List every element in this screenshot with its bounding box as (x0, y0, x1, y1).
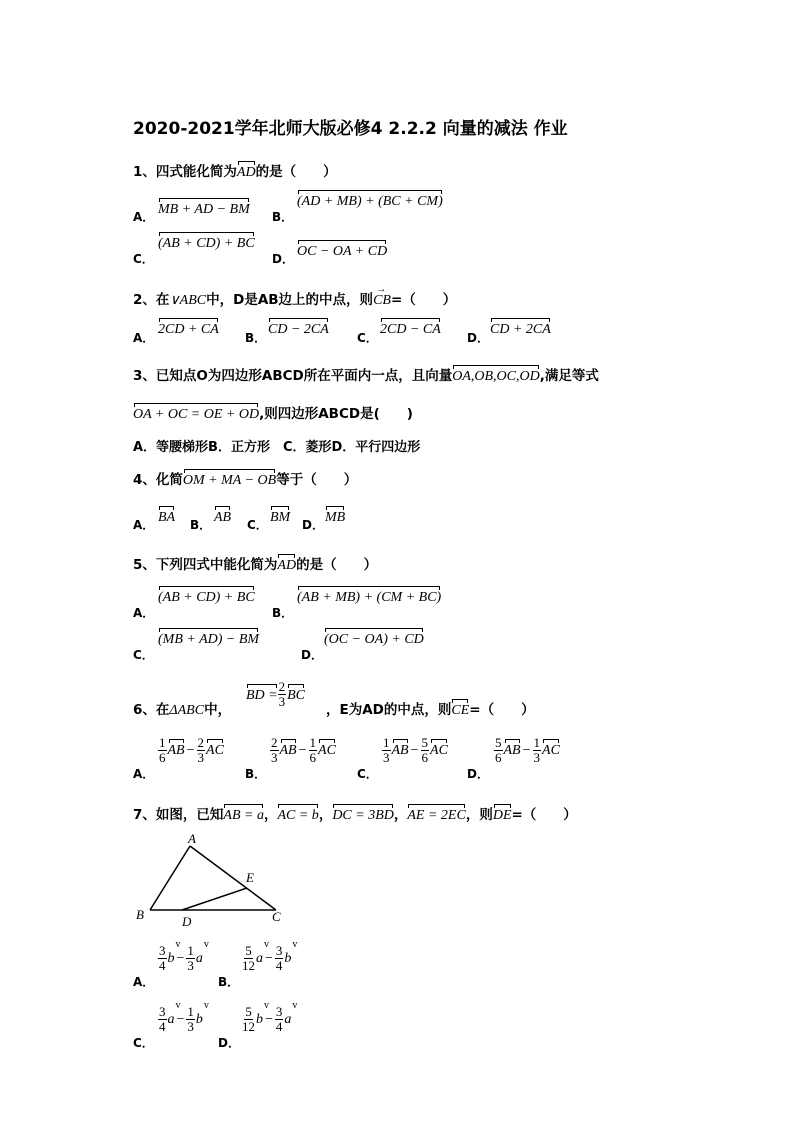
q5-option-a[interactable]: (AB + CD) + BC (158, 586, 255, 606)
q4-label-c: C． (247, 518, 268, 532)
q4-label-d: D． (302, 518, 324, 532)
operator: − (522, 743, 531, 758)
vector: AC (430, 739, 448, 759)
side-ac (190, 846, 276, 910)
q1-label-d: D． (272, 252, 294, 266)
q4-suffix: 等于（ ） (276, 472, 358, 488)
fraction: $\frac{3}{4}$ (275, 1004, 283, 1034)
q7-label-d: D． (218, 1036, 240, 1050)
q2-option-b[interactable]: CD − 2CA (268, 318, 329, 338)
q7-option-a[interactable] (158, 939, 209, 973)
q6-option-a[interactable] (158, 736, 224, 765)
q2-option-d[interactable]: CD + 2CA (490, 318, 551, 338)
vector: a v (256, 939, 269, 966)
q3-line1-prefix: 3、已知点O为四边形ABCD所在平面内一点，且向量 (133, 368, 453, 384)
q6-option-b[interactable] (270, 736, 336, 765)
q7-de: DE (493, 804, 512, 824)
vertex-b-label: B (136, 907, 144, 922)
q7-option-c[interactable] (158, 1000, 209, 1034)
operator: − (176, 951, 185, 966)
operator: − (410, 743, 419, 758)
q2-label-d: D． (467, 331, 489, 345)
q1-label-b: B． (272, 210, 294, 224)
q7-label-a: A． (133, 975, 155, 989)
q1-suffix: 的是（ ） (255, 164, 337, 180)
q1-option-a[interactable]: MB + AD − BM (158, 198, 250, 218)
vector: AB (168, 739, 185, 759)
segment-de (182, 888, 247, 910)
vertex-c-label: C (272, 909, 281, 924)
q2-option-a[interactable]: 2CD + CA (158, 318, 219, 338)
vector: AB (504, 739, 521, 759)
q6-option-c[interactable] (382, 736, 448, 765)
point-d-label: D (182, 914, 192, 929)
q5-target: AD (277, 554, 296, 574)
q2-triangle: ∨ABC (169, 293, 207, 308)
operator: − (265, 951, 273, 966)
q1-label-a: A． (133, 210, 155, 224)
q6-prefix: 6、在 (133, 702, 170, 718)
q5-suffix: 的是（ ） (296, 557, 378, 573)
fraction: $\frac{5}{12}$ (242, 943, 255, 973)
side-ab (150, 846, 190, 910)
q4-option-a[interactable]: BA (158, 506, 175, 526)
operator: − (298, 743, 307, 758)
question-2 (133, 284, 457, 309)
q7-condition-2: AC = b (277, 804, 318, 824)
triangle-figure (130, 830, 290, 930)
question-7: 7、如图，已知AB = a，AC = b，DC = 3BD，AE = 2EC，则DE=（ ） (133, 803, 577, 824)
q1-option-b[interactable]: (AD + MB) + (BC + CM) (297, 190, 443, 210)
operator: − (265, 1012, 273, 1027)
q6-bd-relation: BD = $\frac{2}{3}$ BC (246, 679, 305, 709)
page-title: 2020-2021学年北师大版必修4 2.2.2 向量的减法 作业 (133, 119, 568, 139)
q4-label-b: B． (190, 518, 212, 532)
q6-label-d: D． (467, 767, 489, 781)
question-6-tail: ，E为AD的中点，则CE=（ ） (326, 698, 535, 719)
q4-prefix: 4、化简 (133, 472, 183, 488)
q7-condition-3: DC = 3BD (332, 804, 394, 824)
vector: a v (167, 1000, 181, 1027)
q4-option-c[interactable]: BM (270, 506, 290, 526)
question-3 (133, 364, 599, 385)
q2-mid: 中，D是AB边上的中点，则 (206, 292, 374, 308)
fraction: $\frac{3}{4}$ (159, 1004, 166, 1034)
vector: AC (318, 739, 336, 759)
q3-vectors: OA,OB,OC,OD (452, 365, 540, 385)
fraction: $\frac{3}{4}$ (159, 943, 166, 973)
q2-option-c[interactable]: 2CD − CA (380, 318, 441, 338)
q5-option-b[interactable]: (AB + MB) + (CM + BC) (297, 586, 441, 606)
q3-equation: OA + OC = OE + OD (133, 403, 259, 423)
question-4 (133, 468, 357, 489)
question-1 (133, 160, 337, 181)
q5-option-c[interactable]: (MB + AD) − BM (158, 628, 259, 648)
vector: AB (280, 739, 297, 759)
vector: b v (167, 939, 181, 966)
q5-label-c: C． (133, 648, 154, 662)
vector: b v (256, 1000, 269, 1027)
q2-prefix: 2、在 (133, 292, 170, 308)
q1-prefix: 1、四式能化简为 (133, 164, 237, 180)
question-3-line-2 (133, 402, 413, 423)
q1-option-c[interactable]: (AB + CD) + BC (158, 232, 255, 252)
q5-label-a: A． (133, 606, 155, 620)
vector: b v (284, 939, 298, 966)
fraction: $\frac{5}{6}$ (421, 735, 429, 765)
q7-option-d[interactable] (242, 1000, 298, 1034)
q4-option-b[interactable]: AB (214, 506, 231, 526)
q4-label-a: A． (133, 518, 155, 532)
q6-ce: CE (451, 699, 469, 719)
q4-expr: OM + MA − OB (183, 469, 276, 489)
q6-label-c: C． (357, 767, 378, 781)
q6-mid: 中， (204, 702, 232, 718)
vector: a v (195, 939, 209, 966)
q4-option-d[interactable]: MB (325, 506, 345, 526)
q7-label-b: B． (218, 975, 240, 989)
q2-suffix: =（ ） (390, 292, 457, 308)
fraction: $\frac{1}{3}$ (383, 735, 390, 765)
point-e-label: E (246, 870, 254, 885)
fraction: $\frac{5}{12}$ (242, 1004, 255, 1034)
fraction: $\frac{2}{3}$ (271, 735, 278, 765)
q1-target: AD (237, 161, 256, 181)
q2-label-a: A． (133, 331, 155, 345)
q7-condition-1: AB = a (223, 804, 264, 824)
fraction: $\frac{5}{6}$ (495, 735, 502, 765)
q6-label-a: A． (133, 767, 155, 781)
q5-label-d: D． (301, 648, 323, 662)
vector: AC (206, 739, 224, 759)
q5-label-b: B． (272, 606, 294, 620)
question-5 (133, 553, 377, 574)
fraction: $\frac{1}{3}$ (187, 1004, 194, 1034)
q6-option-d[interactable] (494, 736, 560, 765)
q6-triangle: ΔABC (169, 703, 205, 718)
vector: AB (392, 739, 409, 759)
q2-label-b: B． (245, 331, 267, 345)
q5-option-d[interactable]: (OC − OA) + CD (324, 628, 424, 648)
fraction: $\frac{3}{4}$ (275, 943, 283, 973)
q2-vec: → CB (373, 284, 391, 308)
vector: a v (284, 1000, 298, 1027)
q6-label-b: B． (245, 767, 267, 781)
q2-label-c: C． (357, 331, 378, 345)
operator: − (176, 1012, 185, 1027)
q3-line2-suffix: ,则四边形ABCD是( ) (259, 406, 413, 422)
operator: − (186, 743, 195, 758)
fraction: $\frac{2}{3}$ (197, 735, 205, 765)
fraction: $\frac{1}{6}$ (309, 735, 317, 765)
q7-option-b[interactable] (242, 939, 298, 973)
fraction: $\frac{1}{3}$ (187, 943, 194, 973)
question-6 (133, 698, 231, 719)
vector: AC (542, 739, 560, 759)
q3-options[interactable]: A．等腰梯形B．正方形 C．菱形D．平行四边形 (133, 440, 421, 455)
q5-prefix: 5、下列四式中能化简为 (133, 557, 278, 573)
q1-option-d[interactable]: OC − OA + CD (297, 240, 387, 260)
q7-condition-4: AE = 2EC (407, 804, 465, 824)
q1-label-c: C． (133, 252, 154, 266)
q3-line1-suffix: ,满足等式 (539, 368, 599, 384)
vector: b v (195, 1000, 209, 1027)
q7-label-c: C． (133, 1036, 154, 1050)
fraction: $\frac{1}{6}$ (159, 735, 166, 765)
fraction: $\frac{1}{3}$ (533, 735, 541, 765)
vertex-a-label: A (188, 831, 196, 846)
